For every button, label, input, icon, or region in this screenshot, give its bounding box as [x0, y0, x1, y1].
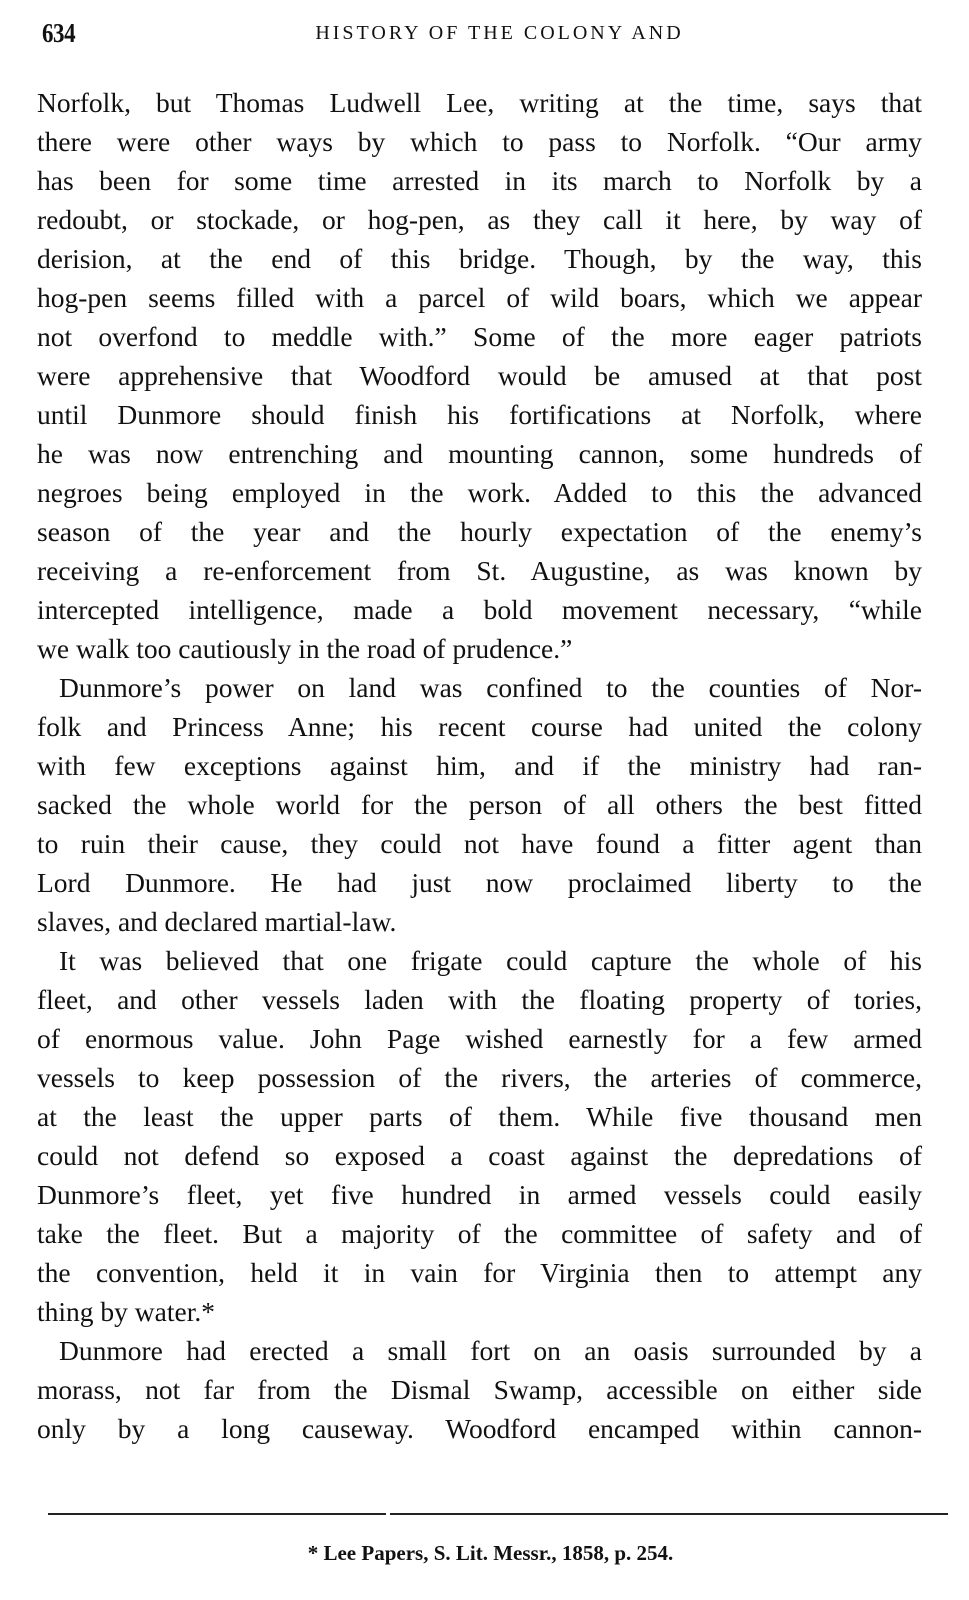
text-line [37, 1175, 922, 1214]
text-line [37, 590, 922, 629]
text-line-content: were apprehensive that Woodford would be amused at that post [37, 360, 922, 391]
text-line-content: fleet, and other vessels laden with the floating property of tories, [37, 984, 922, 1015]
text-line [37, 1136, 922, 1175]
text-line-content: season of the year and the hourly expectation of the enemy’s [37, 516, 922, 547]
text-line [37, 863, 922, 902]
text-line-content: It was believed that one frigate could capture the whole of his [59, 945, 922, 976]
text-line-content: to ruin their cause, they could not have found a fitter agent than [37, 828, 922, 859]
text-line [37, 1214, 922, 1253]
text-line [37, 317, 922, 356]
text-line [37, 122, 922, 161]
text-line-content: with few exceptions against him, and if the ministry had ran- [37, 750, 922, 781]
text-line [37, 1097, 922, 1136]
text-line-content: Norfolk, but Thomas Ludwell Lee, writing at the time, says that [37, 87, 922, 118]
text-line-content: Lord Dunmore. He had just now proclaimed liberty to the [37, 867, 922, 898]
running-head: HISTORY OF THE COLONY AND [315, 22, 684, 44]
text-line [37, 1370, 922, 1409]
text-line-content: only by a long causeway. Woodford encamped within cannon- [37, 1413, 922, 1444]
text-line [37, 1058, 922, 1097]
text-line [37, 941, 922, 980]
text-line [37, 824, 922, 863]
text-line [37, 785, 922, 824]
text-line-content: receiving a re-enforcement from St. Augustine, as was known by [37, 555, 922, 586]
text-line [37, 278, 922, 317]
text-line [37, 83, 922, 122]
text-line [37, 395, 922, 434]
text-line [37, 161, 922, 200]
text-line-content: hog-pen seems filled with a parcel of wild boars, which we appear [37, 282, 922, 313]
text-line-content: until Dunmore should finish his fortifications at Norfolk, where [37, 399, 922, 430]
text-line [37, 629, 922, 668]
text-line [37, 512, 922, 551]
text-line-content: Dunmore’s fleet, yet five hundred in armed vessels could easily [37, 1179, 922, 1210]
text-line-content: morass, not far from the Dismal Swamp, accessible on either side [37, 1374, 922, 1405]
footnote-rule [48, 1513, 948, 1515]
text-line [37, 356, 922, 395]
text-line-content: Dunmore had erected a small fort on an oasis surrounded by a [59, 1335, 922, 1366]
text-line-content: not overfond to meddle with.” Some of the more eager patriots [37, 321, 922, 352]
text-line-content: at the least the upper parts of them. While five thousand men [37, 1101, 922, 1132]
text-line-content: he was now entrenching and mounting cannon, some hundreds of [37, 438, 922, 469]
text-line [37, 707, 922, 746]
text-line-content: the convention, held it in vain for Virginia then to attempt any [37, 1257, 922, 1288]
text-line [37, 239, 922, 278]
page-number: 634 [42, 18, 76, 48]
body-text [37, 83, 922, 1448]
text-line [37, 902, 922, 941]
page-header [37, 14, 922, 54]
text-line [37, 1019, 922, 1058]
text-line [37, 434, 922, 473]
text-line [37, 1409, 922, 1448]
text-line-content: folk and Princess Anne; his recent course had united the colony [37, 711, 922, 742]
text-line-content: sacked the whole world for the person of all others the best fitted [37, 789, 922, 820]
text-line-content: could not defend so exposed a coast against the depredations of [37, 1140, 922, 1171]
text-line-content: redoubt, or stockade, or hog-pen, as they call it here, by way of [37, 204, 922, 235]
text-line-content: intercepted intelligence, made a bold movement necessary, “while [37, 594, 922, 625]
text-line [37, 1331, 922, 1370]
text-line [37, 1253, 922, 1292]
text-line [37, 551, 922, 590]
text-line [37, 746, 922, 785]
text-line-content: has been for some time arrested in its march to Norfolk by a [37, 165, 922, 196]
text-line-content: vessels to keep possession of the rivers, the arteries of commerce, [37, 1062, 922, 1093]
text-line [37, 200, 922, 239]
text-line [37, 668, 922, 707]
text-line [37, 1292, 922, 1331]
text-line-content: take the fleet. But a majority of the committee of safety and of [37, 1218, 922, 1249]
text-line [37, 980, 922, 1019]
text-line-content: derision, at the end of this bridge. Though, by the way, this [37, 243, 922, 274]
text-line-content: thing by water.* [37, 1296, 215, 1327]
text-line [37, 473, 922, 512]
text-line-content: Dunmore’s power on land was confined to the counties of Nor- [59, 672, 922, 703]
text-line-content: negroes being employed in the work. Added to this the advanced [37, 477, 922, 508]
footnote: * Lee Papers, S. Lit. Messr., 1858, p. 254. [307, 1541, 674, 1565]
text-line-content: we walk too cautiously in the road of prudence.” [37, 633, 573, 664]
text-line-content: of enormous value. John Page wished earnestly for a few armed [37, 1023, 922, 1054]
text-line-content: there were other ways by which to pass to Norfolk. “Our army [37, 126, 922, 157]
text-line-content: slaves, and declared martial-law. [37, 906, 397, 937]
